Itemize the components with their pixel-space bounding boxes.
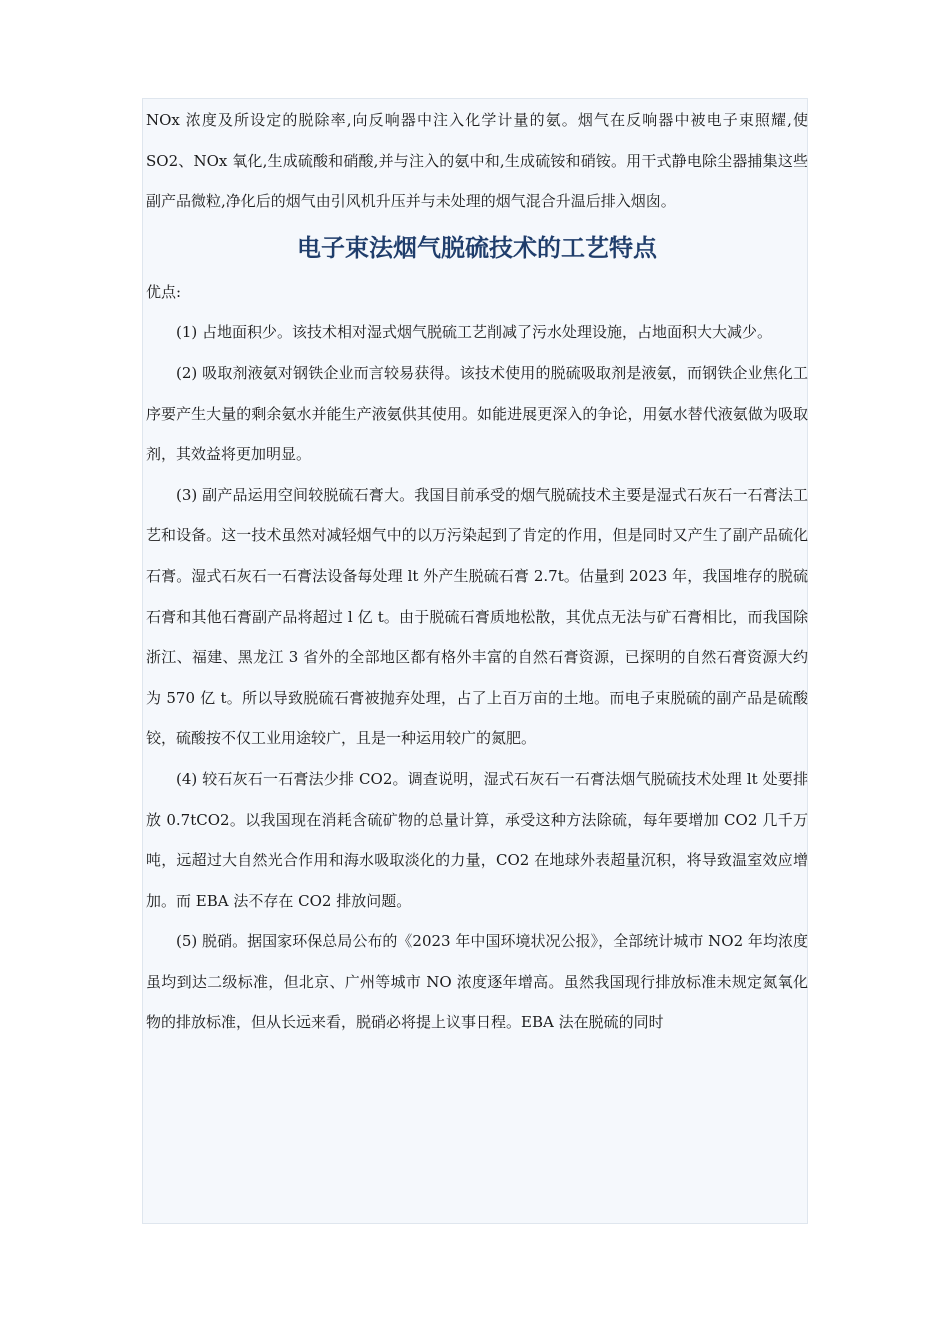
advantage-item-4: (4) 较石灰石一石膏法少排 CO2。调查说明，湿式石灰石一石膏法烟气脱硫技术处理 lt 处要排放 0.7tCO2。以我国现在消耗含硫矿物的总量计算，承受这种方法除硫，每年要增加 CO2 几千万吨，远超过大自然光合作用和海水吸取淡化的力量，CO2 在地球外表超量沉积，将导致温室效应增加。而 EBA 法不存在 CO2 排放问题。: [146, 769, 808, 910]
advantage-item-3: (3) 副产品运用空间较脱硫石膏大。我国目前承受的烟气脱硫技术主要是湿式石灰石一石膏法工艺和设备。这一技术虽然对减轻烟气中的以万污染起到了肯定的作用，但是同时又产生了副产品硫化石膏。湿式石灰石一石膏法设备每处理 lt 外产生脱硫石膏 2.7t。估量到 2023 年，我国堆存的脱硫石膏和其他石膏副产品将超过 l 亿 t。由于脱硫石膏质地松散，其优点无法与矿石膏相比，而我国除浙江、福建、黑龙江 3 省外的全部地区都有格外丰富的自然石膏资源，已探明的自然石膏资源大约为 570 亿 t。所以导致脱硫石膏被抛弃处理，占了上百万亩的土地。而电子束脱硫的副产品是硫酸铰，硫酸按不仅工业用途较广，且是一种运用较广的氮肥。: [146, 485, 808, 748]
advantages-label: 优点:: [146, 282, 182, 301]
advantage-item-2: (2) 吸取剂液氨对钢铁企业而言较易获得。该技术使用的脱硫吸取剂是液氨，而钢铁企业焦化工序要产生大量的剩余氨水并能生产液氨供其使用。如能进展更深入的争论，用氨水替代液氨做为吸取剂，其效益将更加明显。: [146, 363, 808, 464]
advantage-item-1: (1) 占地面积少。该技术相对湿式烟气脱硫工艺削减了污水处理设施，占地面积大大减少。: [176, 323, 773, 342]
document-body: [146, 100, 808, 1043]
section-title: 电子束法烟气脱硫技术的工艺特点: [297, 233, 657, 262]
intro-paragraph: NOx 浓度及所设定的脱除率,向反响器中注入化学计量的氨。烟气在反响器中被电子束照耀,使 SO2、NOx 氧化,生成硫酸和硝酸,并与注入的氨中和,生成硫铵和硝铵。用干式静电除尘器捕集这些副产品微粒,净化后的烟气由引风机升压并与未处理的烟气混合升温后排入烟囱。: [146, 111, 808, 211]
advantage-item-5: (5) 脱硝。据国家环保总局公布的《2023 年中国环境状况公报》，全部统计城市 NO2 年均浓度虽均到达二级标准，但北京、广州等城市 NO 浓度逐年增高。虽然我国现行排放标准未规定氮氧化物的排放标准，但从长远来看，脱硝必将提上议事日程。EBA 法在脱硫的同时: [146, 932, 808, 1032]
